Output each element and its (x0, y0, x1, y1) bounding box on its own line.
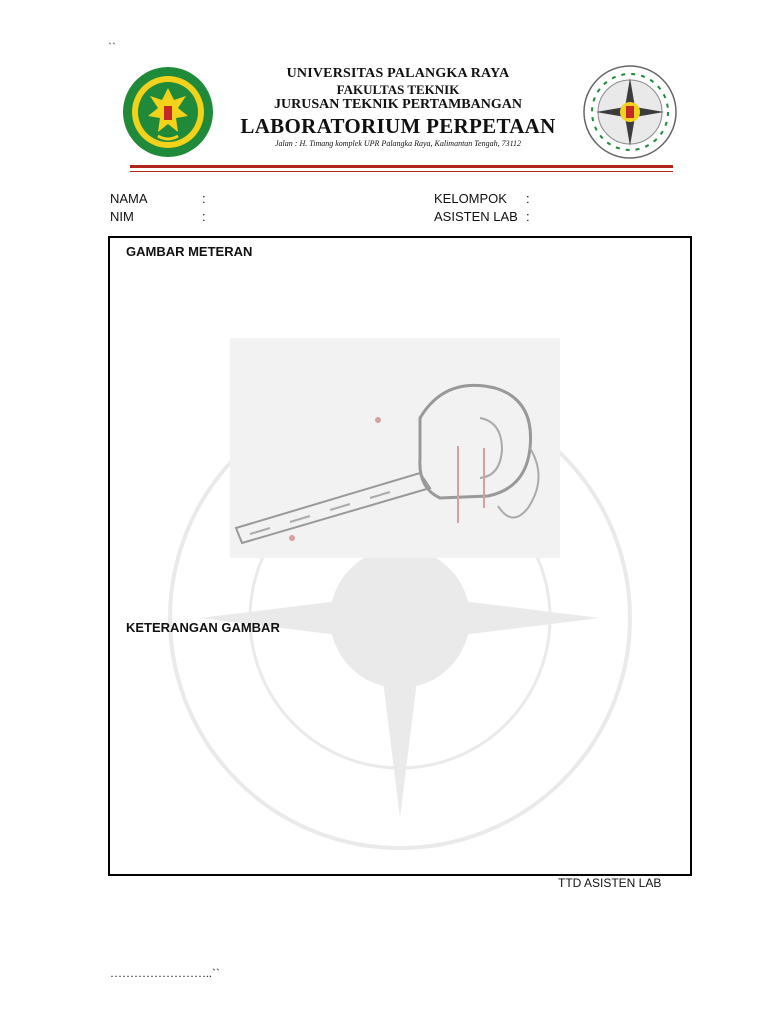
content-box (108, 236, 692, 876)
university-name: UNIVERSITAS PALANGKA RAYA (286, 66, 510, 81)
letterhead-text (228, 66, 568, 149)
lab-name: LABORATORIUM PERPETAAN (240, 114, 556, 138)
kelompok-label: KELOMPOK (434, 191, 507, 206)
letterhead (118, 62, 680, 177)
department-name: JURUSAN TEKNIK PERTAMBANGAN (274, 97, 522, 112)
keterangan-title: KETERANGAN GAMBAR (126, 620, 280, 635)
signature-line: ……………………..`` (110, 966, 220, 980)
nama-colon: : (202, 191, 206, 206)
asisten-label: ASISTEN LAB (434, 209, 518, 224)
compass-praktikum-logo-icon (582, 64, 678, 160)
kelompok-colon: : (526, 191, 530, 206)
faculty-name: FAKULTAS TEKNIK (336, 82, 460, 97)
top-mark: `` (108, 40, 116, 54)
upr-garuda-logo-icon (122, 66, 214, 158)
nim-label: NIM (110, 209, 134, 224)
header-rule-thin (130, 171, 673, 172)
nim-colon: : (202, 209, 206, 224)
asisten-colon: : (526, 209, 530, 224)
measuring-tape-sketch-icon (230, 338, 560, 558)
nama-label: NAMA (110, 191, 148, 206)
address: Jalan : H. Timang komplek UPR Palangka Raya, Kalimantan Tengah, 73112 (275, 139, 521, 148)
header-rule-thick (130, 165, 673, 168)
ttd-asisten-label: TTD ASISTEN LAB (558, 876, 662, 890)
gambar-title: GAMBAR METERAN (126, 244, 253, 259)
